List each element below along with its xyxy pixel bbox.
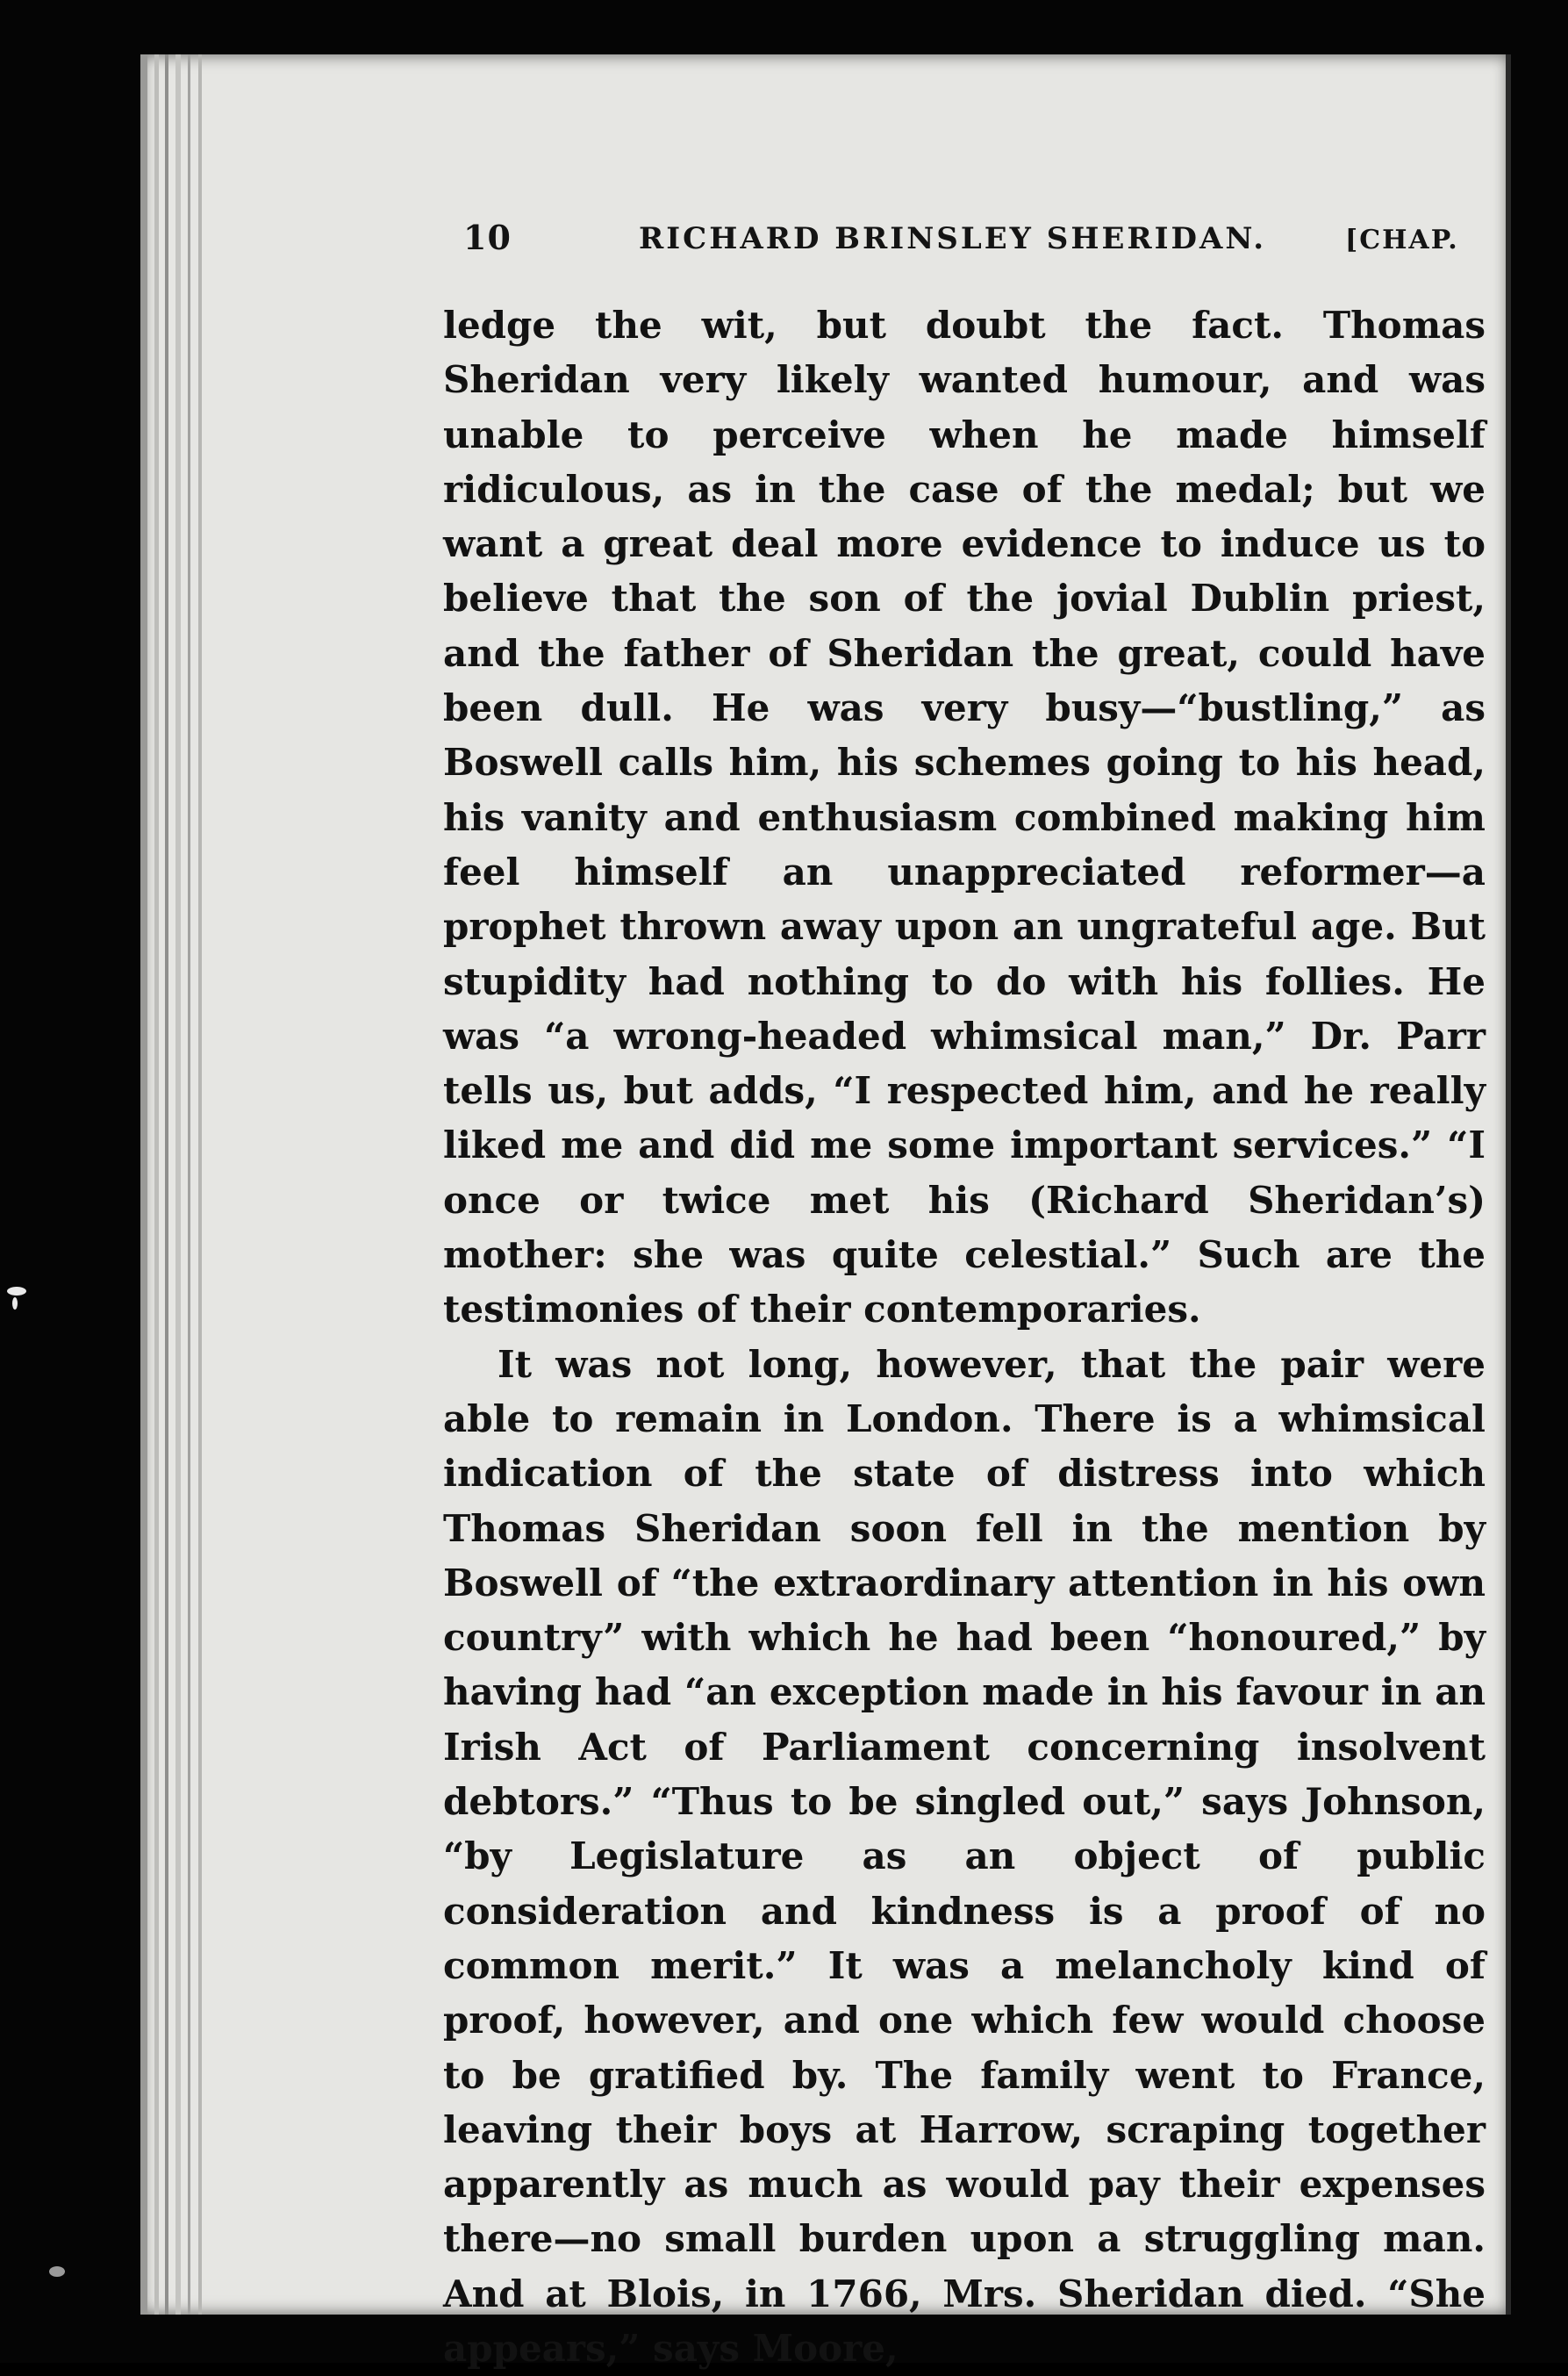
scan-artifact: [7, 1287, 26, 1296]
page-edge-line: [175, 54, 181, 2315]
page-edge-line: [165, 54, 168, 2315]
running-title: RICHARD BRINSLEY SHERIDAN.: [639, 221, 1267, 256]
page-edge-line: [140, 54, 147, 2315]
page-edge-line: [198, 54, 202, 2315]
scan-artifact: [12, 1297, 18, 1310]
scan-artifact: [49, 2266, 65, 2277]
body-text: [443, 298, 1486, 2376]
page-number: 10: [463, 218, 512, 257]
running-header: [463, 218, 1499, 270]
page-edge-line: [154, 54, 159, 2315]
page-edge-line: [188, 54, 190, 2315]
paragraph: It was not long, however, that the pair were able to remain in London. There is a whimsical indication of the state of distress into which Thomas Sheridan soon fell in the mention by Boswell of “the extraordinary attention in his own country” with which he had been “honoured,” by having had “an exception made in his favour in an Irish Act of Parliament concerning insolvent debtors.” “Thus to be singled out,” says Johnson, “by Legislature as an object of public consideration and kindness is a proof of no common merit.” It was a melancholy kind of proof, however, and one which few would choose to be gratified by. The family went to France, leaving their boys at Harrow, scraping together apparently as much as would pay their expenses there—no small burden upon a struggling man. And at Blois, in 1766, Mrs. Sheridan died. “She appears,” says Moore,: [443, 1342, 1486, 2370]
chapter-marker: [CHAP.: [1345, 225, 1459, 255]
paragraph: ledge the wit, but doubt the fact. Thomas Sheridan very likely wanted humour, and was unable to perceive when he made himself ridiculous, as in the case of the medal; but we want a great deal more evidence to induce us to believe that the son of the jovial Dublin priest, and the father of Sheridan the great, could have been dull. He was very busy—“bustling,” as Boswell calls him, his schemes going to his head, his vanity and enthusiasm combined making him feel himself an unappreciated reformer—a prophet thrown away upon an ungrateful age. But stupidity had nothing to do with his follies. He was “a wrong-headed whimsical man,” Dr. Parr tells us, but adds, “I respected him, and he really liked me and did me some important services.” “I once or twice met his (Richard Sheridan’s) mother: she was quite celestial.” Such are the testimonies of their contemporaries.: [443, 304, 1486, 1332]
page-right-border: [1506, 54, 1511, 2315]
